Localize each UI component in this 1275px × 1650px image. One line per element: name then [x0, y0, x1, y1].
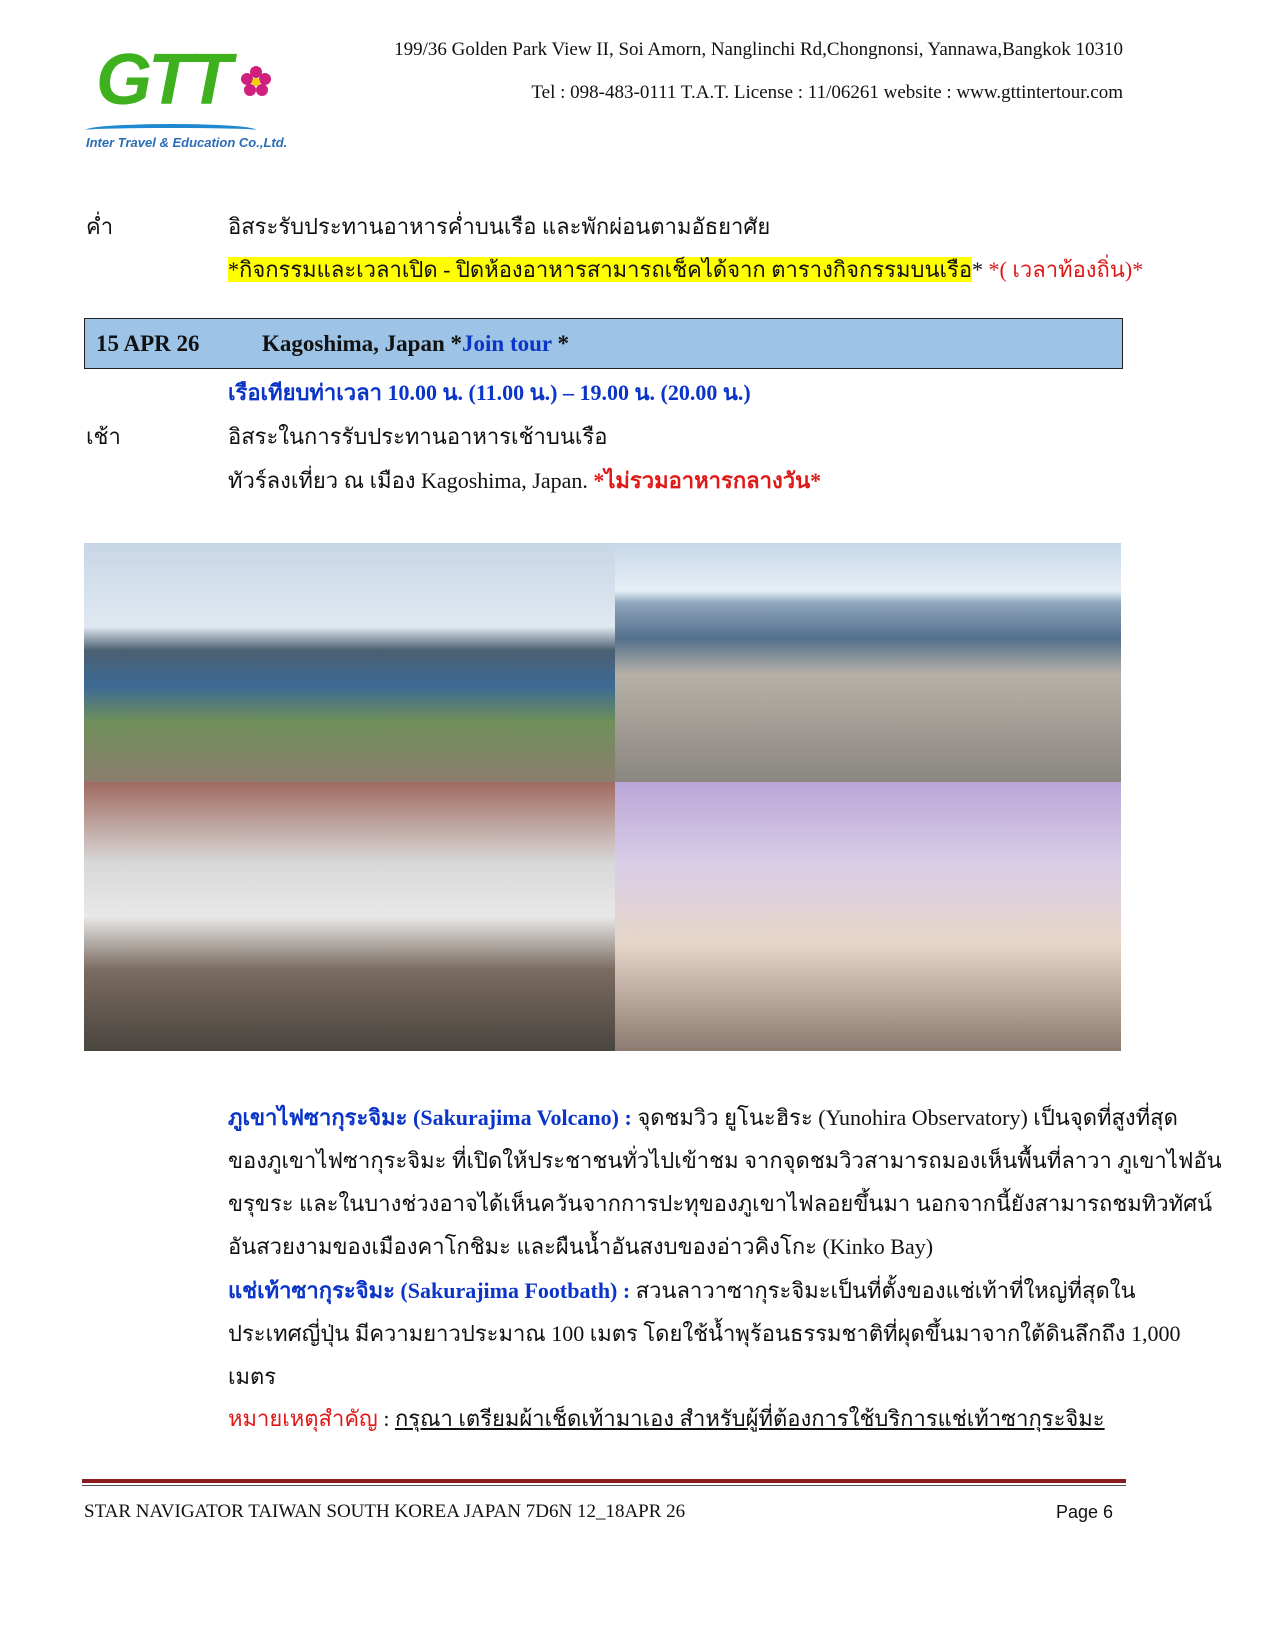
tour-text [228, 466, 821, 496]
dinner-label: ค่ำ [86, 214, 114, 239]
flower-icon [236, 62, 276, 102]
local-time-note: *( เวลาท้องถิ่น)* [988, 257, 1144, 282]
volcano-line-4: อันสวยงามของเมืองคาโกชิมะ และผืนน้ำอันสงบของอ่าวคิงโกะ (Kinko Bay) [228, 1234, 934, 1259]
sakurajima-volcano-photo [84, 543, 615, 782]
asterisk: * [972, 257, 989, 282]
footbath-text: สวนลาวาซากุระจิมะเป็นที่ตั้งของแช่เท้าที่ใหญ่ที่สุดใน [630, 1278, 1136, 1303]
dinner-text: อิสระรับประทานอาหารค่ำบนเรือ และพักผ่อนตามอัธยาศัย [228, 214, 771, 239]
company-contact: Tel : 098-483-0111 T.A.T. License : 11/06261 website : www.gttintertour.com [531, 82, 1123, 103]
photo-collage [84, 543, 1121, 1051]
volcano-line-3: ขรุขระ และในบางช่วงอาจได้เห็นควันจากการปะทุของภูเขาไฟลอยขึ้นมา นอกจากนี้ยังสามารถชมทิวทัศน์ [228, 1191, 1213, 1216]
volcano-text: จุดชมวิว ยูโนะฮิระ (Yunohira Observatory) เป็นจุดที่สูงที่สุด [631, 1105, 1178, 1130]
asterisk: * [551, 331, 569, 356]
footer-divider [82, 1479, 1126, 1483]
day-place [262, 331, 569, 357]
volcano-title: ภูเขาไฟซากุระจิมะ (Sakurajima Volcano) : [228, 1105, 632, 1130]
footbath-title: แช่เท้าซากุระจิมะ (Sakurajima Footbath) : [228, 1278, 631, 1303]
note-label: หมายเหตุสำคัญ [228, 1406, 378, 1431]
company-address: 199/36 Golden Park View II, Soi Amorn, Nanglinchi Rd,Chongnonsi, Yannawa,Bangkok 10310 [394, 39, 1123, 60]
port-time: เรือเทียบท่าเวลา 10.00 น. (11.00 น.) – 19.00 น. (20.00 น.) [228, 380, 751, 405]
footbath-line-3: เมตร [228, 1364, 277, 1389]
footbath-line-1 [228, 1276, 1136, 1306]
highlight-note: *กิจกรรมและเวลาเปิด - ปิดห้องอาหารสามารถเช็คได้จาก ตารางกิจกรรมบนเรือ [228, 257, 973, 282]
shopping-arcade-entrance-photo [84, 782, 615, 1051]
footer-divider-thin [82, 1485, 1126, 1486]
breakfast-text: อิสระในการรับประทานอาหารเช้าบนเรือ [228, 424, 608, 449]
important-note [228, 1404, 1105, 1434]
volcano-line-2: ของภูเขาไฟซากุระจิมะ ที่เปิดให้ประชาชนทั่วไปเข้าชม จากจุดชมวิวสามารถมองเห็นพื้นที่ลาวา ภูเขาไฟอัน [228, 1148, 1222, 1173]
footbath-photo [615, 543, 1121, 782]
footbath-line-2: ประเทศญี่ปุ่น มีความยาวประมาณ 100 เมตร โดยใช้น้ำพุร้อนธรรมชาติที่ผุดขึ้นมาจากใต้ดินลึกถึง 1,000 [228, 1321, 1181, 1346]
logo-tagline: Inter Travel & Education Co.,Ltd. [86, 135, 288, 150]
place-name: Kagoshima, Japan * [262, 331, 463, 356]
shopping-arcade-interior-photo [615, 782, 1121, 1051]
volcano-line-1 [228, 1103, 1178, 1133]
logo-text: GTT [96, 40, 228, 120]
no-lunch-note: *ไม่รวมอาหารกลางวัน* [593, 468, 822, 493]
note-sep: : [377, 1406, 395, 1431]
page-number: Page 6 [1056, 1502, 1114, 1522]
note-text: กรุณา เตรียมผ้าเช็ดเท้ามาเอง สำหรับผู้ที่ต้องการใช้บริการแช่เท้าซากุระจิมะ [394, 1406, 1105, 1431]
footer-title: STAR NAVIGATOR TAIWAN SOUTH KOREA JAPAN 7D6N 12_18APR 26 [84, 1501, 686, 1522]
dinner-note [228, 255, 1143, 285]
join-tour-label: Join tour [462, 331, 552, 356]
tour-desc: ทัวร์ลงเที่ยว ณ เมือง Kagoshima, Japan. [228, 468, 594, 493]
day-date: 15 APR 26 [96, 331, 200, 356]
company-logo [86, 40, 326, 155]
breakfast-label: เช้า [86, 424, 121, 449]
day-header [84, 318, 1123, 369]
